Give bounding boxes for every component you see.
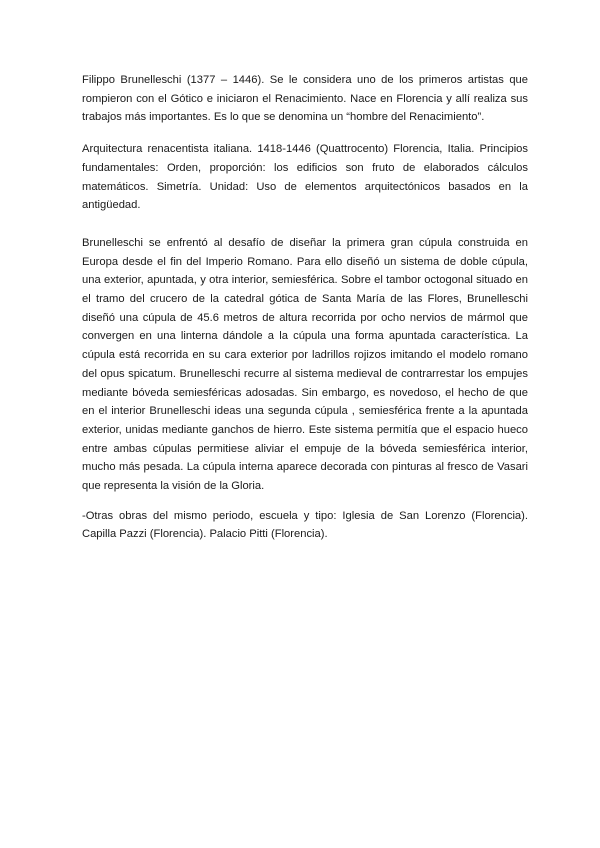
paragraph-dome-description: Brunelleschi se enfrentó al desafío de diseñar la primera gran cúpula construida en Europa desde el fin del Imperio Romano. Para ello diseñó un sistema de doble cúpula, una exterior, apuntada, y otra interior, semiesférica. Sobre el tambor octogonal situado en el tramo del crucero de la catedral gótica de Santa María de las Flores, Brunelleschi diseñó una cúpula de 45.6 metros de altura recorrida por ocho nervios de mármol que convergen en una linterna dándole a la cúpula una forma apuntada característica. La cúpula está recorrida en su cara exterior por ladrillos rojizos imitando el modelo romano del opus spicatum. Brunelleschi recurre al sistema medieval de contrarrestar los empujes mediante bóveda semiesféricas adosadas. Sin embargo, es novedoso, el hecho de que en el interior Brunelleschi ideas una segunda cúpula , semiesférica frente a la apuntada exterior, unidas mediante ganchos de hierro. Este sistema permitía que el espacio hueco entre ambas cúpulas permitiese aliviar el empuje de la bóveda semiesférica interior, mucho más pesada. La cúpula interna aparece decorada con pinturas al fresco de Vasari que representa la visión de la Gloria.: [82, 236, 528, 493]
paragraph-architecture-principles: Arquitectura renacentista italiana. 1418-1446 (Quattrocento) Florencia, Italia. Principios fundamentales: Orden, proporción: los edificios son fruto de elaborados cálculos matemáticos. Simetría. Unidad: Uso de elementos arquitectónicos basados en la antigüedad.: [82, 143, 528, 212]
paragraph-other-works: -Otras obras del mismo periodo, escuela y tipo: Iglesia de San Lorenzo (Florencia). Capilla Pazzi (Florencia). Palacio Pitti (Florencia).: [82, 509, 528, 541]
paragraph-biography: Filippo Brunelleschi (1377 – 1446). Se le considera uno de los primeros artistas que rompieron con el Gótico e iniciaron el Renacimiento. Nace en Florencia y allí realiza sus trabajos más importantes. Es lo que se denomina un “hombre del Renacimiento”.: [82, 74, 528, 124]
document-body: [82, 71, 528, 544]
